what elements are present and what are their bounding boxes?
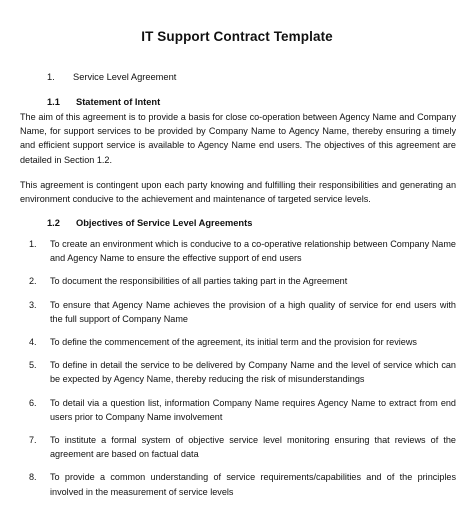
list-item-text: To provide a common understanding of service requirements/capabilities and of the principles involved in the measurement of service levels [50,472,456,497]
section-1-title: Service Level Agreement [73,72,177,82]
section-1-2-number: 1.2 [47,218,60,228]
list-item-text: To create an environment which is conducive to a co-operative relationship between Company Name and Agency Name to ensure the effective support of end users [50,239,456,264]
list-item-number: 7. [29,435,37,446]
list-item [0,433,474,461]
list-item [0,358,474,386]
section-1-number: 1. [47,72,55,82]
statement-of-intent-paragraph-2: This agreement is contingent upon each party knowing and fulfilling their responsibilities and generating an environment conducive to the achievement and maintenance of targeted service levels. [20,180,456,205]
list-item-number: 4. [29,337,37,348]
list-item [0,298,474,326]
document-title: IT Support Contract Template [141,29,333,44]
list-item-text: To define the commencement of the agreement, its initial term and the provision for reviews [50,337,417,348]
list-item-number: 1. [29,239,37,249]
list-item-number: 5. [29,360,37,371]
list-item-text: To document the responsibilities of all parties taking part in the Agreement [50,276,348,287]
statement-of-intent-paragraph-1: The aim of this agreement is to provide a basis for close co-operation between Agency Name and Company Name, for support services to be provided by Company Name to Agency Name, thereby ensuring a timely and efficient support service is available to Agency Name end users. The objectives of this agreement are detailed in Section 1.2. [20,112,456,165]
list-item [0,470,474,498]
section-1-2-title: Objectives of Service Level Agreements [76,218,253,228]
list-item-number: 6. [29,397,37,408]
list-item-number: 3. [29,299,37,310]
objectives-list [0,237,474,508]
list-item [0,237,474,265]
list-item [0,335,474,349]
list-item [0,396,474,424]
list-item-number: 8. [29,472,37,483]
section-1-1-number: 1.1 [47,97,60,107]
list-item-text: To define in detail the service to be delivered by Company Name and the level of service which can be expected by Agency Name, thereby reducing the risk of misunderstandings [50,360,456,385]
list-item [0,274,474,288]
list-item-text: To ensure that Agency Name achieves the provision of a high quality of service for end users with the full support of Company Name [50,299,456,324]
list-item-text: To detail via a question list, information Company Name requires Agency Name to extract from end users prior to Company Name involvement [50,397,456,422]
list-item-number: 2. [29,276,37,287]
list-item-text: To institute a formal system of objective service level monitoring ensuring that reviews of the agreement are based on factual data [50,435,456,460]
section-1-1-title: Statement of Intent [76,97,161,107]
